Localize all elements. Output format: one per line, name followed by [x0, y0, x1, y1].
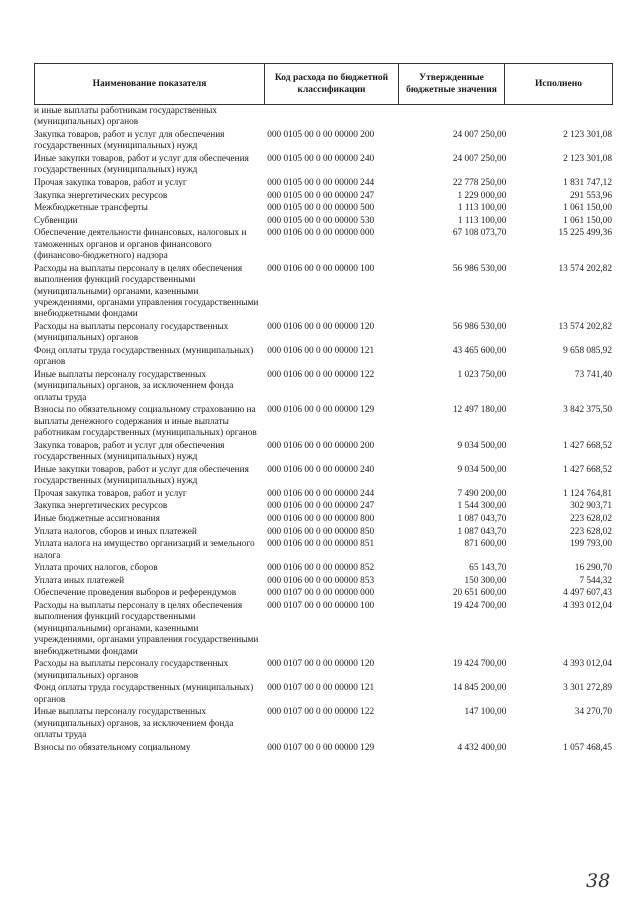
row-approved: 1 544 300,00 [457, 501, 507, 512]
table-row [34, 346, 612, 370]
row-executed: 2 123 301,08 [563, 154, 612, 164]
row-approved: 20 651 600,00 [452, 588, 507, 599]
row-name: Прочая закупка товаров, работ и услуг [34, 488, 187, 499]
row-code: 000 0106 00 0 00 00000 800 [267, 514, 375, 524]
row-executed: 3 301 272,89 [563, 683, 612, 694]
row-approved: 150 300,00 [464, 575, 507, 586]
row-executed: 13 574 202,82 [558, 322, 612, 332]
row-name: Фонд оплаты труда государственных (муниципальных) органов [34, 683, 254, 705]
table-header [34, 63, 613, 105]
table-row [34, 743, 612, 756]
row-executed: 2 123 301,08 [563, 130, 612, 140]
row-code: 000 0106 00 0 00 00000 851 [267, 539, 375, 550]
row-executed: 1 124 764,81 [563, 488, 612, 499]
table-row [34, 216, 612, 229]
row-code: 000 0107 00 0 00 00000 000 [267, 588, 375, 599]
row-executed: 1 061 150,00 [563, 215, 612, 226]
row-code: 000 0106 00 0 00 00000 122 [267, 370, 375, 380]
row-code [265, 106, 405, 129]
table-row [34, 465, 612, 489]
table-row [34, 322, 612, 346]
table-row [34, 539, 612, 563]
row-executed: 199 793,00 [570, 539, 612, 550]
row-approved: 65 143,70 [469, 563, 507, 574]
row-approved [405, 106, 507, 129]
row-code: 000 0107 00 0 00 00000 129 [267, 742, 375, 753]
row-approved: 22 778 250,00 [452, 178, 507, 188]
row-approved: 1 113 100,00 [457, 215, 507, 226]
row-code: 000 0107 00 0 00 00000 122 [267, 707, 375, 718]
row-approved: 1 229 000,00 [457, 190, 507, 201]
table-row [34, 707, 612, 742]
row-code: 000 0105 00 0 00 00000 240 [267, 154, 375, 164]
table-row [34, 178, 612, 191]
row-name: Иные выплаты персоналу государственных (муниципальных) органов, за исключением фонда оплаты труда [34, 707, 234, 740]
page-number: 38 [586, 870, 611, 892]
table-row [34, 228, 612, 263]
row-approved: 43 465 600,00 [452, 346, 507, 356]
row-code: 000 0105 00 0 00 00000 244 [267, 178, 375, 188]
row-approved: 9 034 500,00 [457, 440, 507, 451]
row-code: 000 0106 00 0 00 00000 853 [267, 575, 375, 586]
row-executed: 15 225 499,36 [558, 228, 612, 239]
table-row [34, 405, 612, 440]
table-row [34, 154, 612, 178]
row-code: 000 0105 00 0 00 00000 247 [267, 190, 375, 201]
row-approved: 1 023 750,00 [457, 370, 507, 380]
row-name: Закупка товаров, работ и услуг для обеспечения государственных (муниципальных) нужд [34, 440, 225, 463]
row-executed: 1 057 468,45 [563, 742, 612, 753]
row-approved: 9 034 500,00 [457, 464, 507, 475]
row-approved: 147 100,00 [464, 707, 507, 718]
row-executed: 16 290,70 [574, 563, 612, 574]
table-row [34, 370, 612, 405]
row-name: Иные бюджетные ассигнования [34, 514, 160, 524]
table-row [34, 601, 612, 659]
row-code: 000 0106 00 0 00 00000 247 [267, 501, 375, 512]
row-name: Уплата иных платежей [34, 575, 125, 586]
row-executed [506, 106, 612, 129]
row-name: Уплата прочих налогов, сборов [34, 563, 158, 574]
table-row [34, 264, 612, 322]
row-approved: 4 432 400,00 [457, 742, 507, 753]
row-name: Иные закупки товаров, работ и услуг для обеспечения государственных (муниципальных) нужд [34, 154, 249, 176]
row-code: 000 0106 00 0 00 00000 200 [267, 440, 375, 451]
row-executed: 302 903,71 [570, 501, 612, 512]
row-executed: 291 553,96 [570, 190, 612, 201]
row-code: 000 0106 00 0 00 00000 850 [267, 526, 375, 537]
row-executed: 73 741,40 [574, 370, 612, 380]
row-code: 000 0106 00 0 00 00000 120 [267, 322, 375, 332]
row-executed: 4 497 607,43 [563, 588, 612, 599]
row-name: Иные закупки товаров, работ и услуг для обеспечения государственных (муниципальных) нужд [34, 464, 249, 487]
row-executed: 34 270,70 [574, 707, 612, 718]
row-code: 000 0106 00 0 00 00000 129 [267, 405, 375, 416]
row-executed: 1 061 150,00 [563, 203, 612, 214]
row-name: Уплата налогов, сборов и иных платежей [34, 526, 197, 537]
row-executed: 1 427 668,52 [563, 464, 612, 475]
row-approved: 19 424 700,00 [452, 659, 507, 670]
row-code: 000 0106 00 0 00 00000 100 [267, 263, 375, 274]
table-row [34, 659, 612, 683]
row-code: 000 0106 00 0 00 00000 121 [267, 346, 375, 356]
header-code: Код расхода по бюджетной классификации [265, 64, 399, 105]
row-name: Обеспечение деятельности финансовых, налоговых и таможенных органов и органов финансового (финансово-бюджетного) надзора [34, 228, 247, 262]
row-executed: 9 658 085,92 [563, 346, 612, 356]
row-approved: 1 087 043,70 [457, 514, 507, 524]
row-approved: 871 600,00 [464, 539, 507, 550]
row-executed: 223 628,02 [570, 514, 612, 524]
table-row [34, 489, 612, 502]
header-name: Наименование показателя [35, 64, 265, 105]
row-name: Закупка товаров, работ и услуг для обеспечения государственных (муниципальных) нужд [34, 130, 225, 152]
table-row [34, 527, 612, 540]
row-code: 000 0106 00 0 00 00000 000 [267, 228, 375, 239]
table-row [34, 501, 612, 514]
row-approved: 24 007 250,00 [452, 154, 507, 164]
row-approved: 24 007 250,00 [452, 130, 507, 140]
row-executed: 4 393 012,04 [563, 600, 612, 611]
row-approved: 56 986 530,00 [452, 322, 507, 332]
row-code: 000 0106 00 0 00 00000 240 [267, 464, 375, 475]
row-name: Расходы на выплаты персоналу в целях обеспечения выполнения функций государственными (муниципальными) органами, казенными учреждениями, органами управления государственными внебюджетными фондами [34, 600, 259, 657]
row-code: 000 0107 00 0 00 00000 120 [267, 659, 375, 670]
row-code: 000 0106 00 0 00 00000 244 [267, 488, 375, 499]
table-row [34, 130, 612, 154]
header-approved: Утвержденные бюджетные значения [399, 64, 505, 105]
row-executed: 3 842 375,50 [563, 405, 612, 416]
row-name: Закупка энергетических ресурсов [34, 501, 168, 512]
row-name: Фонд оплаты труда государственных (муниципальных) органов [34, 346, 254, 368]
row-approved: 12 497 180,00 [452, 405, 507, 416]
table-row [34, 191, 612, 204]
table-row [34, 588, 612, 601]
row-name: Обеспечение проведения выборов и референдумов [34, 588, 237, 599]
row-code: 000 0107 00 0 00 00000 100 [267, 600, 375, 611]
table-row [34, 514, 612, 527]
row-code: 000 0107 00 0 00 00000 121 [267, 683, 375, 694]
row-code: 000 0105 00 0 00 00000 530 [267, 215, 375, 226]
row-executed: 4 393 012,04 [563, 659, 612, 670]
header-executed: Исполнено [505, 64, 613, 105]
row-name: Взносы по обязательному социальному [34, 742, 191, 753]
row-approved: 1 087 043,70 [457, 526, 507, 537]
row-executed: 7 544,32 [579, 575, 612, 586]
row-approved: 19 424 700,00 [452, 600, 507, 611]
row-code: 000 0106 00 0 00 00000 852 [267, 563, 375, 574]
row-name: Взносы по обязательному социальному страхованию на выплаты денежного содержания и иные выплаты работникам государственных (муниципальных) органов [34, 405, 257, 439]
row-name: Межбюджетные трансферты [34, 203, 148, 214]
row-name: Закупка энергетических ресурсов [34, 190, 168, 201]
row-approved: 14 845 200,00 [452, 683, 507, 694]
row-approved: 67 108 073,70 [452, 228, 507, 239]
table-row [34, 203, 612, 216]
row-approved: 7 490 200,00 [457, 488, 507, 499]
table-row [34, 563, 612, 576]
row-code: 000 0105 00 0 00 00000 200 [267, 130, 375, 140]
row-executed: 13 574 202,82 [558, 263, 612, 274]
row-name: Расходы на выплаты персоналу государственных (муниципальных) органов [34, 322, 229, 344]
row-executed: 223 628,02 [570, 526, 612, 537]
table-row [34, 441, 612, 465]
row-name: Расходы на выплаты персоналу государственных (муниципальных) органов [34, 659, 229, 681]
row-approved: 56 986 530,00 [452, 263, 507, 274]
row-name: Иные выплаты персоналу государственных (муниципальных) органов, за исключением фонда оплаты труда [34, 370, 234, 403]
row-name: Прочая закупка товаров, работ и услуг [34, 178, 187, 188]
row-name: Субвенции [34, 215, 78, 226]
table-row [34, 576, 612, 589]
table-body [34, 106, 612, 755]
row-name: и иные выплаты работникам государственных (муниципальных) органов [34, 106, 218, 128]
row-executed: 1 831 747,12 [563, 178, 612, 188]
row-name: Расходы на выплаты персоналу в целях обеспечения выполнения функций государственными (муниципальными) органами, казенными учреждениями, органами управления государственными внебюджетными фондами [34, 263, 259, 320]
table-row [34, 683, 612, 707]
row-code: 000 0105 00 0 00 00000 500 [267, 203, 375, 214]
row-approved: 1 113 100,00 [457, 203, 507, 214]
table-row [34, 106, 612, 130]
row-name: Уплата налога на имущество организаций и земельного налога [34, 539, 255, 561]
row-executed: 1 427 668,52 [563, 440, 612, 451]
